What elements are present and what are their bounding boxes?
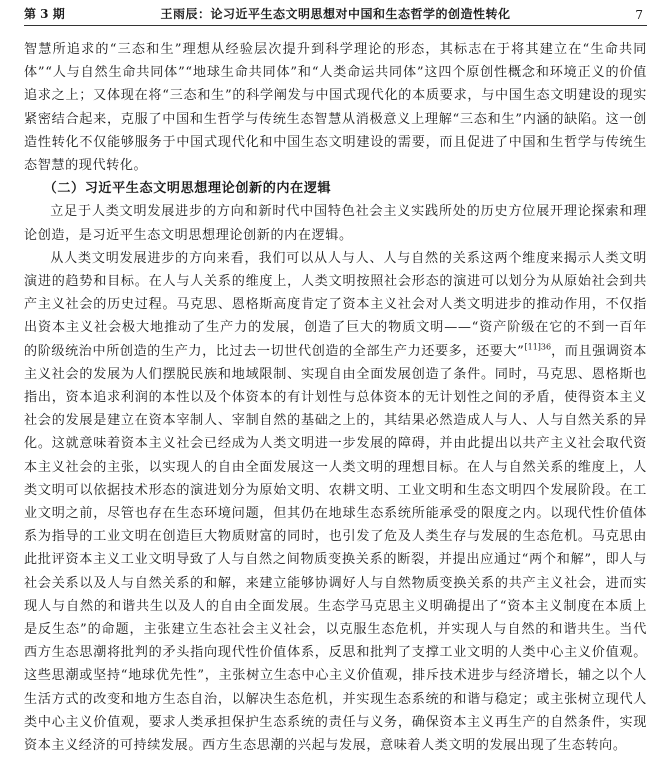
issue-label: 第 3 期 (24, 7, 65, 21)
paragraph-main (24, 247, 647, 757)
paragraph-continuation: 智慧所追求的“三态和生”理想从经验层次提升到科学理论的形态，其标志在于将其建立在“生命共同体”“人与自然生命共同体”“地球生命共同体”和“人类命运共同体”这四个原创性概念和环境正义的价值追求之上；又体现在将“三态和生”的科学阐发与中国式现代化的本质要求，与中国生态文明建设的现实紧密结合起来，克服了中国和生哲学与传统生态智慧从消极意义上理解“三态和生”内涵的缺陷。这一创造性转化不仅能够服务于中国式现代化和中国生态文明建设的需要，而且促进了中国和生哲学与传统生态智慧的现代转化。 (24, 42, 647, 174)
article-body (24, 38, 647, 757)
paragraph-intro: 立足于人类文明发展进步的方向和新时代中国特色社会主义实践所处的历史方位展开理论探索和理论创造，是习近平生态文明思想理论创新的内在逻辑。 (24, 204, 647, 243)
page-header (24, 0, 647, 26)
page-number: 7 (635, 8, 643, 22)
section-subheading: （二）习近平生态文明思想理论创新的内在逻辑 (43, 181, 332, 197)
paragraph-main-part2: ，而且强调资本主义社会的发展为人们摆脱民族和地域限制、实现自由全面发展创造了条件。同时，马克思、恩格斯也指出，资本追求利润的本性以及个体资本的有计划性与总体资本的无计划性之间的矛盾，使得资本主义社会的发展是建立在资本宰制人、宰制自然的基础之上的，其结果必然造成人与人、人与自然关系的异化。这就意味着资本主义社会已经成为人类文明进一步发展的障碍，并由此提出以共产主义社会取代资本主义社会的主张，以实现人的自由全面发展这一人类文明的理想目标。在人与自然关系的维度上，人类文明可以依据技术形态的演进划分为原始文明、农耕文明、工业文明和生态文明四个发展阶段。在工业文明之前，尽管也存在生态环境问题，但其仍在地球生态系统所能承受的限度之内。以现代性价值体系为指导的工业文明在创造巨大物质财富的同时，也引发了危及人类生存与发展的生态危机。马克思由此批评资本主义工业文明导致了人与自然之间物质变换关系的断裂，并提出应通过“两个和解”，即人与社会关系以及人与自然关系的和解，来建立能够协调好人与自然物质变换关系的共产主义社会，进而实现人与自然的和谐共生以及人的自由全面发展。生态学马克思主义明确提出了“资本主义制度在本质上是反生态”的命题，主张建立生态社会主义社会，以克服生态危机，并实现人与自然的和谐共生。当代西方生态思潮将批判的矛头指向现代性价值体系，反思和批判了支撑工业文明的人类中心主义价值观。这些思潮或坚持“地球优先性”，主张树立生态中心主义价值观，排斥技术进步与经济增长，辅之以个人生活方式的改变和地方生态自治，以解决生态危机，并实现生态系统的和谐与稳定；或主张树立现代人类中心主义价值观，要求人类承担保护生态系统的责任与义务，确保资本主义再生产的自然条件，实现资本主义经济的可持续发展。西方生态思潮的兴起与发展，意味着人类文明的发展出现了生态转向。 (24, 343, 647, 754)
paragraph-main-part1: 从人类文明发展进步的方向来看，我们可以从人与人、人与自然的关系这两个维度来揭示人类文明演进的趋势和目标。在人与人关系的维度上，人类文明按照社会形态的演进可以划分为从原始社会到共产主义社会的历史过程。马克思、恩格斯高度肯定了资本主义社会对人类文明进步的推动作用，不仅指出资本主义社会极大地推动了生产力的发展，创造了巨大的物质文明——“资产阶级在它的不到一百年的阶级统治中所创造的生产力，比过去一切世代创造的全部生产力还要多，还要大” (24, 250, 647, 359)
running-title: 王雨辰：论习近平生态文明思想对中国和生态哲学的创造性转化 (160, 7, 511, 21)
citation-marker[interactable]: [11]36 (524, 342, 552, 352)
